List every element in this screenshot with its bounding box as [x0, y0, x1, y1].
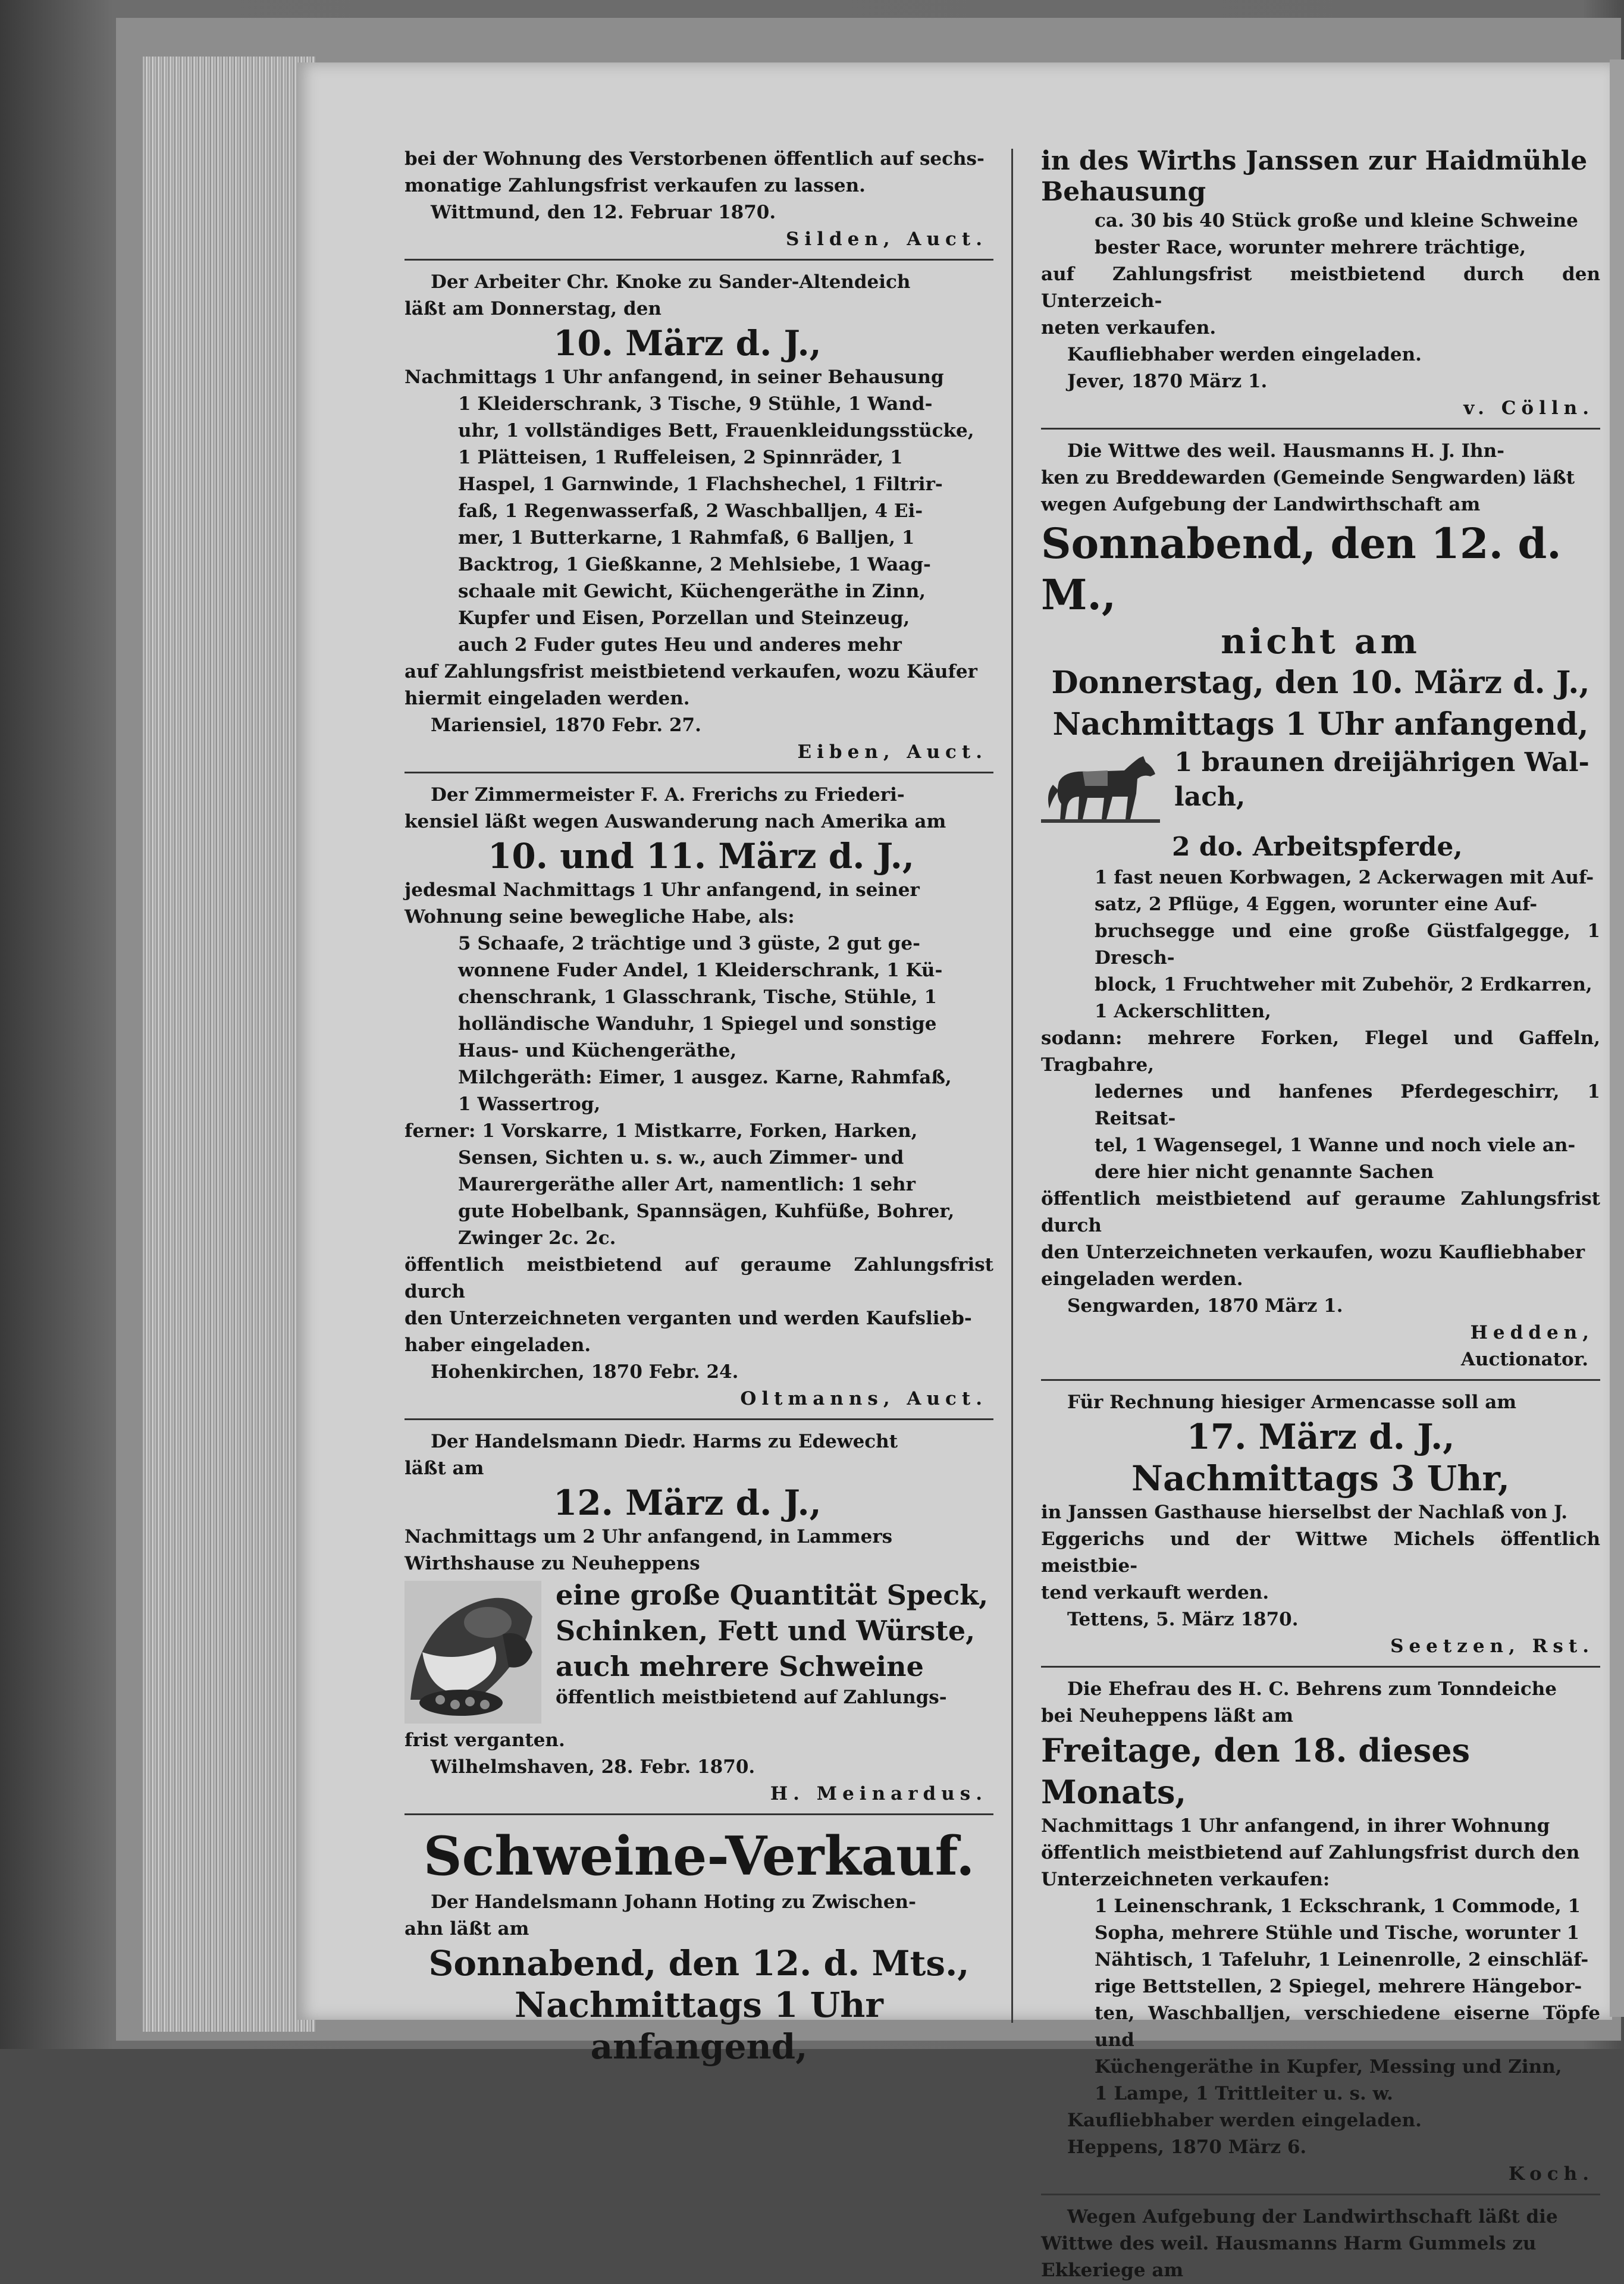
text-line: öffentlich meistbietend auf geraume Zahlungsfrist durch	[1041, 1188, 1600, 1236]
text-line: lach,	[1174, 782, 1246, 812]
horse-illustration-icon	[1041, 749, 1160, 826]
text-line: tend verkauft werden.	[1041, 1582, 1269, 1603]
signature-title: Auctionator.	[1460, 1349, 1588, 1370]
text-line: Schinken, Fett und Würste,	[556, 1615, 976, 1647]
text-line: Die Ehefrau des H. C. Behrens zum Tonndeiche	[1067, 1678, 1557, 1700]
text-line: Für Rechnung hiesiger Armencasse soll am	[1067, 1392, 1517, 1413]
text-line: in Janssen Gasthause hierselbst der Nachlaß von J.	[1041, 1502, 1568, 1523]
place-date: Wilhelmshaven, 28. Febr. 1870.	[431, 1756, 755, 1778]
text-line: ca. 30 bis 40 Stück große und kleine Schweine	[1095, 210, 1578, 231]
signature: Silden, Auct.	[785, 228, 987, 250]
text-line: 1 braunen dreijährigen Wal-	[1174, 747, 1589, 778]
text-line: öffentlich meistbietend auf Zahlungs-	[556, 1687, 947, 1708]
next-page-strip	[1610, 59, 1624, 2017]
signature: v. Cölln.	[1463, 397, 1594, 419]
text-line: haber eingeladen.	[405, 1334, 591, 1356]
ad-armencasse	[1041, 1389, 1600, 1660]
text-line: sodann: mehrere Forken, Flegel und Gaffeln, Tragbahre,	[1041, 1027, 1600, 1076]
text-line: öffentlich meistbietend auf geraume Zahlungsfrist durch	[405, 1254, 993, 1302]
text-line: ferner: 1 Vorskarre, 1 Mistkarre, Forken, Harken,	[405, 1120, 918, 1142]
text-line: Milchgeräth: Eimer, 1 ausgez. Karne, Rahmfaß,	[458, 1067, 952, 1088]
text-line: nicht am	[1221, 621, 1421, 662]
ad-separator	[405, 259, 993, 261]
auction-date: Sonnabend, den 12. d. M.,	[1041, 519, 1562, 619]
page-edges	[143, 57, 315, 2032]
ad-knoke	[405, 269, 993, 766]
text-line: Ekkeriege am	[1041, 2260, 1184, 2281]
text-line: Nachmittags um 2 Uhr anfangend, in Lammers	[405, 1526, 893, 1547]
text-line: monatige Zahlungsfrist verkaufen zu lassen.	[405, 175, 866, 196]
signature: H. Meinardus.	[770, 1783, 987, 1804]
place-date: Heppens, 1870 März 6.	[1067, 2136, 1307, 2158]
ad-gummels	[1041, 2204, 1600, 2284]
ad-separator	[1041, 1666, 1600, 1668]
text-line: schaale mit Gewicht, Küchengeräthe in Zinn,	[458, 581, 926, 602]
text-line: läßt am Donnerstag, den	[405, 298, 661, 319]
auction-date: 17. März d. J.,	[1186, 1417, 1455, 1457]
text-line: Der Handelsmann Diedr. Harms zu Edewecht	[431, 1431, 898, 1452]
text-line: bester Race, worunter mehrere trächtige,	[1095, 237, 1526, 258]
ad-separator	[1041, 2194, 1600, 2195]
ham-ad-block	[405, 1577, 993, 1727]
text-line: frist verganten.	[405, 1730, 565, 1751]
text-line: gute Hobelbank, Spannsägen, Kuhfüße, Bohrer,	[458, 1201, 955, 1222]
horse-ad-block	[1041, 745, 1600, 830]
text-line: 1 Kleiderschrank, 3 Tische, 9 Stühle, 1 Wand-	[458, 393, 933, 415]
text-line: uhr, 1 vollständiges Bett, Frauenkleidungsstücke,	[458, 420, 974, 441]
text-line: kensiel läßt wegen Auswanderung nach Amerika am	[405, 811, 946, 832]
signature: Eiben, Auct.	[797, 741, 987, 763]
text-line: auf Zahlungsfrist meistbietend verkaufen, wozu Käufer	[405, 661, 977, 682]
text-line: auch mehrere Schweine	[556, 1650, 924, 1683]
text-line: Die Wittwe des weil. Hausmanns H. J. Ihn-	[1067, 440, 1504, 462]
place-date: Sengwarden, 1870 März 1.	[1067, 1295, 1343, 1317]
text-line: wegen Aufgebung der Landwirthschaft am	[1041, 494, 1481, 515]
text-line: Maurergeräthe aller Art, namentlich: 1 sehr	[458, 1174, 916, 1195]
text-line: 1 Leinenschrank, 1 Eckschrank, 1 Commode, 1	[1095, 1895, 1581, 1917]
text-line: den Unterzeichneten verkaufen, wozu Kaufliebhaber	[1041, 1242, 1585, 1263]
signature: Hedden,	[1470, 1322, 1594, 1343]
text-line: holländische Wanduhr, 1 Spiegel und sonstige	[458, 1013, 937, 1035]
text-line: ten, Waschballjen, verschiedene eiserne Töpfe und	[1095, 2003, 1600, 2051]
auction-date: 12. März d. J.,	[553, 1483, 822, 1523]
text-line: Behausung	[1041, 177, 1206, 207]
text-line: dere hier nicht genannte Sachen	[1095, 1161, 1434, 1183]
text-line: ken zu Breddewarden (Gemeinde Sengwarden) läßt	[1041, 467, 1575, 488]
place-date: Mariensiel, 1870 Febr. 27.	[431, 715, 701, 736]
place-date: Wittmund, den 12. Februar 1870.	[431, 202, 776, 223]
auction-time: Nachmittags 3 Uhr,	[1131, 1458, 1510, 1499]
text-line: 1 fast neuen Korbwagen, 2 Ackerwagen mit Auf-	[1095, 867, 1594, 888]
text-line: Nähtisch, 1 Tafeluhr, 1 Leinenrolle, 2 einschläf-	[1095, 1949, 1589, 1970]
text-line: den Unterzeichneten verganten und werden Kaufslieb-	[405, 1308, 972, 1329]
auction-date: 10. März d. J.,	[553, 323, 822, 364]
text-line: Haspel, 1 Garnwinde, 1 Flachshechel, 1 Filtrir-	[458, 474, 943, 495]
text-line: Haus- und Küchengeräthe,	[458, 1040, 737, 1061]
text-line: 1 Ackerschlitten,	[1095, 1001, 1271, 1022]
ham-sausage-illustration-icon	[405, 1581, 541, 1724]
text-line: ahn läßt am	[405, 1918, 529, 1940]
text-line: Nachmittags 1 Uhr anfangend, in seiner Behausung	[405, 366, 944, 388]
text-line: hiermit eingeladen werden.	[405, 688, 690, 709]
text-line: bruchsegge und eine große Güstfalgegge, 1 Dresch-	[1095, 920, 1600, 969]
text-line: Der Handelsmann Johann Hoting zu Zwischen-	[431, 1891, 916, 1913]
text-line: faß, 1 Regenwasserfaß, 2 Waschballjen, 4 Ei-	[458, 500, 923, 522]
text-line: Kaufliebhaber werden eingeladen.	[1067, 2110, 1422, 2131]
text-line: 1 Plätteisen, 1 Ruffeleisen, 2 Spinnräder, 1	[458, 447, 903, 468]
text-line: Kaufliebhaber werden eingeladen.	[1067, 344, 1422, 365]
ad-hoting	[405, 1824, 993, 2067]
ad-continuation-coelln	[1041, 146, 1600, 422]
text-line: neten verkaufen.	[1041, 317, 1217, 339]
right-column	[1041, 146, 1600, 2284]
text-line: Der Arbeiter Chr. Knoke zu Sander-Altendeich	[431, 271, 911, 293]
signature: Seetzen, Rst.	[1390, 1636, 1594, 1657]
text-line: auf Zahlungsfrist meistbietend durch den Unterzeich-	[1041, 264, 1600, 312]
ad-separator	[1041, 428, 1600, 430]
text-line: mer, 1 Butterkarne, 1 Rahmfaß, 6 Balljen, 1	[458, 527, 915, 549]
ad-separator	[405, 1418, 993, 1420]
text-line: ledernes und hanfenes Pferdegeschirr, 1 Reitsat-	[1095, 1081, 1600, 1129]
text-line: Küchengeräthe in Kupfer, Messing und Zinn,	[1095, 2056, 1562, 2078]
auction-date: 10. und 11. März d. J.,	[488, 836, 915, 876]
auction-time: Nachmittags 1 Uhr anfangend,	[515, 1985, 883, 2067]
text-line: Kupfer und Eisen, Porzellan und Steinzeug,	[458, 607, 910, 629]
ad-frerichs	[405, 782, 993, 1412]
auction-date: Sonnabend, den 12. d. Mts.,	[428, 1943, 970, 1984]
ham-ad-text	[556, 1577, 988, 1711]
signature: Koch.	[1508, 2163, 1594, 2185]
ad-witwe-ihnken	[1041, 438, 1600, 1373]
text-line: Wirthshause zu Neuheppens	[405, 1553, 700, 1574]
text-line: bei Neuheppens läßt am	[1041, 1705, 1294, 1727]
text-line: auch 2 Fuder gutes Heu und anderes mehr	[458, 634, 902, 656]
auction-time: Nachmittags 1 Uhr anfangend,	[1052, 706, 1589, 742]
text-line: Wohnung seine bewegliche Habe, als:	[405, 906, 795, 928]
text-line: eingeladen werden.	[1041, 1268, 1243, 1290]
text-line: Backtrog, 1 Gießkanne, 2 Mehlsiebe, 1 Waag-	[458, 554, 931, 575]
ad-title: Schweine-Verkauf.	[423, 1825, 975, 1888]
text-line: block, 1 Fruchtweher mit Zubehör, 2 Erdkarren,	[1095, 974, 1592, 995]
signature: Oltmanns, Auct.	[740, 1388, 987, 1409]
old-date: Donnerstag, den 10. März d. J.,	[1051, 665, 1590, 701]
text-line: Sopha, mehrere Stühle und Tische, worunter 1	[1095, 1922, 1580, 1944]
text-line: jedesmal Nachmittags 1 Uhr anfangend, in seiner	[405, 879, 920, 901]
place-date: Tettens, 5. März 1870.	[1067, 1609, 1299, 1630]
left-column	[405, 146, 993, 2067]
text-line: in des Wirths Janssen zur Haidmühle	[1041, 146, 1588, 176]
text-line: öffentlich meistbietend auf Zahlungsfrist durch den	[1041, 1842, 1580, 1863]
text-line: 1 Wassertrog,	[458, 1094, 601, 1115]
ad-separator	[405, 1813, 993, 1815]
text-line: satz, 2 Pflüge, 4 Eggen, worunter eine Auf-	[1095, 894, 1538, 915]
auction-date: Freitage, den 18. dieses Monats,	[1041, 1731, 1471, 1811]
text-line: wonnene Fuder Andel, 1 Kleiderschrank, 1 Kü-	[458, 960, 943, 981]
text-line: läßt am	[405, 1458, 484, 1479]
text-line: Eggerichs und der Wittwe Michels öffentlich meistbie-	[1041, 1528, 1600, 1577]
text-line: Wittwe des weil. Hausmanns Harm Gummels zu	[1041, 2233, 1537, 2254]
text-line: Unterzeichneten verkaufen:	[1041, 1869, 1330, 1890]
text-line: Der Zimmermeister F. A. Frerichs zu Friederi-	[431, 784, 905, 806]
text-line: 2 do. Arbeitspferde,	[1172, 832, 1463, 862]
column-divider	[1011, 149, 1013, 2023]
text-line: tel, 1 Wagensegel, 1 Wanne und noch viele an-	[1095, 1135, 1576, 1156]
text-line: Sensen, Sichten u. s. w., auch Zimmer- und	[458, 1147, 904, 1168]
text-line: chenschrank, 1 Glasschrank, Tische, Stühle, 1	[458, 986, 938, 1008]
ad-behrens	[1041, 1676, 1600, 2188]
place-date: Hohenkirchen, 1870 Febr. 24.	[431, 1361, 739, 1383]
horse-ad-text	[1174, 745, 1589, 814]
text-line: 5 Schaafe, 2 trächtige und 3 güste, 2 gut ge-	[458, 933, 920, 954]
ad-continuation-silden	[405, 146, 993, 253]
ad-separator	[405, 772, 993, 773]
text-line: Wegen Aufgebung der Landwirthschaft läßt die	[1067, 2206, 1558, 2227]
ad-harms	[405, 1428, 993, 1807]
text-line: eine große Quantität Speck,	[556, 1579, 989, 1611]
place-date: Jever, 1870 März 1.	[1067, 371, 1268, 392]
text-line: 1 Lampe, 1 Trittleiter u. s. w.	[1095, 2083, 1393, 2104]
ad-separator	[1041, 1379, 1600, 1381]
text-line: rige Bettstellen, 2 Spiegel, mehrere Hängebor-	[1095, 1976, 1582, 1997]
text-line: bei der Wohnung des Verstorbenen öffentlich auf sechs-	[405, 148, 985, 170]
text-line: Zwinger 2c. 2c.	[458, 1227, 616, 1249]
text-line: Nachmittags 1 Uhr anfangend, in ihrer Wohnung	[1041, 1815, 1550, 1837]
